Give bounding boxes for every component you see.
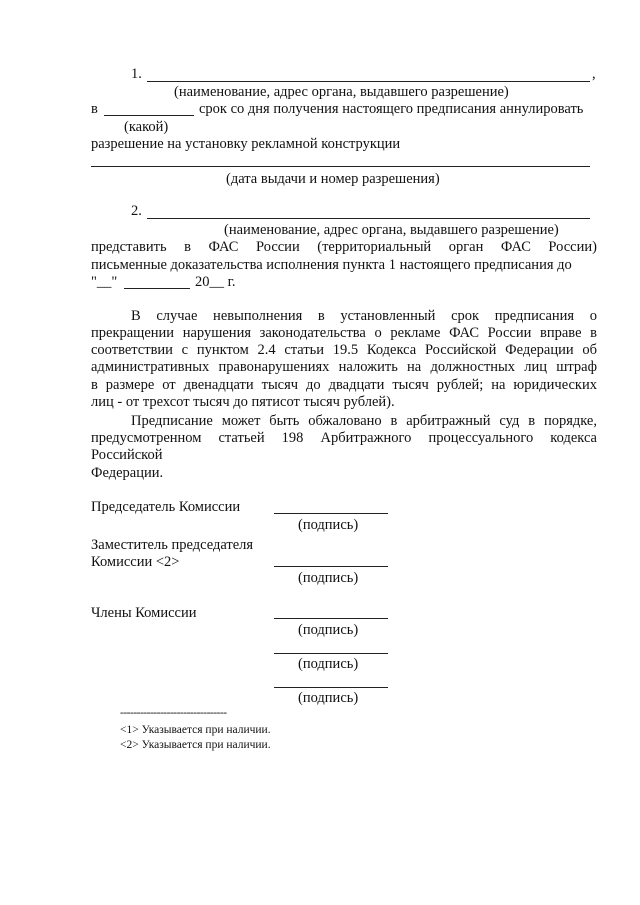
para2-line1: Предписание может быть обжаловано в арбитражный суд в порядке,: [131, 413, 597, 429]
item2-line1: [91, 239, 597, 256]
member3-signature-line: [274, 687, 388, 688]
para1-last: лиц - от трехсот тысяч до пятисот тысяч рублей).: [91, 394, 395, 410]
item2-date-year: 20__ г.: [195, 274, 236, 290]
chairman-signature-caption: (подпись): [298, 517, 359, 533]
para1-line2: прекращении нарушения законодательства о рекламе ФАС России вправе в: [91, 325, 597, 341]
para1-line3: соответствии с пунктом 2.4 статьи 19.5 Кодекса Российской Федерации об: [91, 342, 597, 358]
item1-kakoy: (какой): [124, 119, 169, 135]
deputy-label-line2: Комиссии <2>: [91, 554, 180, 570]
item1-caption2: (дата выдачи и номер разрешения): [226, 171, 440, 187]
para2-line2: предусмотренном статьей 198 Арбитражного процессуального кодекса: [91, 430, 597, 446]
item1-text: срок со дня получения настоящего предписания аннулировать: [199, 101, 584, 117]
para1-line4: административных правонарушениях наложить на должностных лиц штраф: [91, 359, 597, 375]
member2-signature-caption: (подпись): [298, 656, 359, 672]
word: России): [548, 239, 597, 255]
item1-prefix: в: [91, 101, 98, 117]
word: орган: [448, 239, 484, 255]
item1-org-blank: [147, 81, 590, 82]
word: в: [184, 239, 191, 255]
footnote-2: <2> Указывается при наличии.: [120, 739, 271, 751]
item1-comma: ,: [592, 66, 596, 82]
member2-signature-line: [274, 653, 388, 654]
item1-line2: разрешение на установку рекламной конструкции: [91, 136, 401, 152]
para2-line4: Федерации.: [91, 465, 164, 481]
members-label: Члены Комиссии: [91, 605, 197, 621]
para1-line5: в размере от двенадцати тысяч до двадцати тысяч рублей; на юридических: [91, 377, 597, 393]
chairman-signature-line: [274, 513, 388, 514]
item1-permit-blank: [91, 166, 590, 167]
deputy-label-line1: Заместитель председателя: [91, 537, 254, 553]
word: (территориальный: [317, 239, 432, 255]
word: ФАС: [500, 239, 531, 255]
item1-caption: (наименование, адрес органа, выдавшего разрешение): [174, 84, 509, 100]
item2-month-blank: [124, 288, 190, 289]
word: ФАС: [208, 239, 239, 255]
item1-number: 1.: [131, 66, 142, 82]
para1-line1: [131, 308, 597, 325]
item2-number: 2.: [131, 203, 142, 219]
member1-signature-caption: (подпись): [298, 622, 359, 638]
footnote-separator: --------------------------------: [120, 707, 227, 719]
word: России: [256, 239, 300, 255]
item2-line2: письменные доказательства исполнения пункта 1 настоящего предписания до: [91, 257, 572, 273]
member3-signature-caption: (подпись): [298, 690, 359, 706]
deputy-signature-line: [274, 566, 388, 567]
para2-line3: Российской: [91, 447, 163, 463]
footnote-1: <1> Указывается при наличии.: [120, 724, 271, 736]
item2-date-open: "__": [91, 274, 118, 290]
word: представить: [91, 239, 167, 255]
chairman-label: Председатель Комиссии: [91, 499, 241, 515]
para1-line1-text: В случае невыполнения в установленный срок предписания о: [131, 308, 597, 324]
item2-org-blank: [147, 218, 590, 219]
member1-signature-line: [274, 618, 388, 619]
item1-period-blank: [104, 115, 194, 116]
item2-caption: (наименование, адрес органа, выдавшего разрешение): [224, 222, 559, 238]
deputy-signature-caption: (подпись): [298, 570, 359, 586]
